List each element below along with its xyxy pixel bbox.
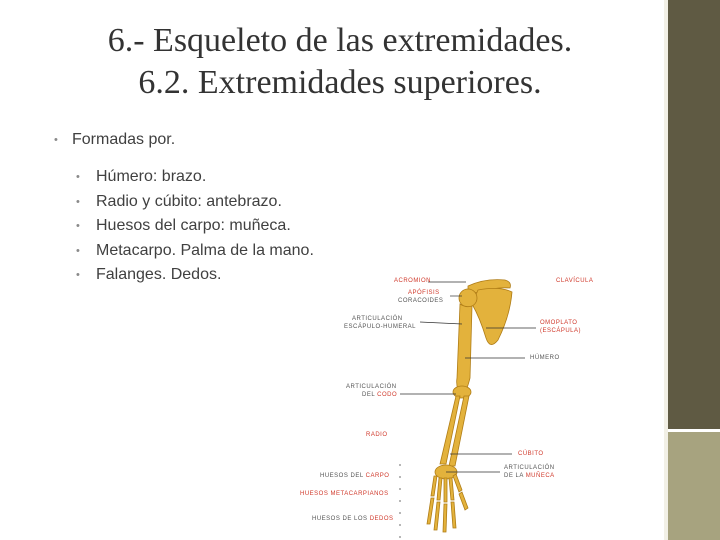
label-radio: RADIO	[366, 432, 388, 438]
label-huesos-dedos-a: HUESOS DE LOS	[312, 516, 370, 522]
sub-bullet-text: Huesos del carpo: muñeca.	[96, 217, 291, 234]
label-huesos-carpo	[320, 473, 389, 480]
bullet-dot-icon: •	[76, 269, 80, 281]
label-huesos-metacarpianos: HUESOS METACARPIANOS	[300, 491, 389, 497]
bullet-main-text: Formadas por.	[72, 131, 176, 148]
label-humero: HÚMERO	[530, 355, 560, 361]
bullet-dot-icon: •	[76, 195, 80, 208]
label-cubito: CÚBITO	[518, 451, 544, 457]
label-articulacion-escapulo-1: ARTICULACIÓN	[352, 316, 403, 322]
arm-skeleton-illustration	[300, 268, 620, 540]
bullet-main	[54, 128, 314, 152]
bullet-dot-icon: •	[76, 244, 80, 257]
label-omoplato-2: (ESCÁPULA)	[540, 328, 582, 334]
label-clavicula: CLAVÍCULA	[556, 278, 594, 284]
slide-title-line-2: 6.2. Extremidades superiores.	[138, 64, 542, 101]
label-articulacion-muneca-1: ARTICULACIÓN	[504, 465, 555, 471]
slide-title-line-1: 6.- Esqueleto de las extremidades.	[107, 22, 573, 59]
sub-bullet-list	[54, 165, 314, 288]
sub-bullet-item	[54, 190, 314, 215]
label-huesos-carpo-a: HUESOS DEL	[320, 473, 366, 479]
sub-bullet-text: Metacarpo. Palma de la mano.	[96, 241, 314, 259]
humerus-bone	[457, 304, 472, 390]
label-huesos-dedos	[312, 516, 394, 523]
label-coracoides: CORACOIDES	[398, 298, 444, 304]
label-articulacion-muneca-2b: MUÑECA	[525, 473, 555, 479]
label-huesos-carpo-b: CARPO	[365, 473, 390, 479]
sub-bullet-item	[54, 214, 314, 239]
sub-bullet-text: Húmero: brazo.	[96, 168, 207, 185]
sub-bullet-text: Radio y cúbito: antebrazo.	[96, 192, 282, 210]
sub-bullet-item	[54, 263, 314, 288]
label-articulacion-codo-2b: CODO	[377, 392, 398, 398]
bullet-dot-icon: •	[76, 171, 80, 183]
label-apofisis: APÓFISIS	[408, 290, 440, 296]
bullet-dot-icon: •	[76, 220, 80, 232]
scapula-bone	[472, 288, 512, 344]
label-articulacion-codo-2	[362, 392, 397, 399]
label-acromion: ACROMION	[394, 278, 431, 284]
label-articulacion-codo-1: ARTICULACIÓN	[346, 384, 397, 390]
slide-title	[20, 20, 660, 104]
label-articulacion-codo-2a: DEL	[362, 392, 378, 398]
label-articulacion-escapulo-2: ESCÁPULO-HUMERAL	[344, 324, 417, 330]
label-huesos-dedos-b: DEDOS	[369, 516, 394, 522]
sub-bullet-text: Falanges. Dedos.	[96, 266, 222, 283]
bullet-list	[54, 128, 314, 288]
humerus-head	[459, 289, 477, 307]
sub-bullet-item	[54, 165, 314, 190]
label-omoplato-1: OMOPLATO	[540, 320, 578, 326]
label-articulacion-muneca-2a: DE LA	[504, 473, 526, 479]
label-articulacion-muneca-2	[504, 473, 555, 480]
side-band-light	[668, 432, 720, 540]
bullet-dot-icon: •	[54, 134, 58, 146]
arm-skeleton-figure	[300, 268, 620, 540]
sub-bullet-item	[54, 239, 314, 264]
